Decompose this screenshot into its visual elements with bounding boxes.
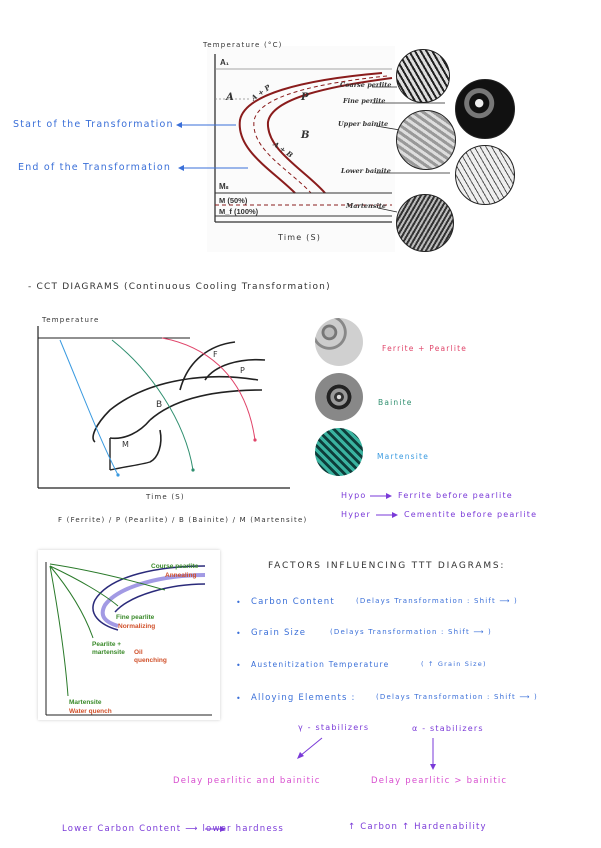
factor-grain-note: (Delays Transformation : Shift ⟶ ) [330, 628, 492, 636]
cct-region-p: P [240, 366, 247, 375]
martensite-cooling-label: Martensite [69, 699, 102, 706]
ttt-x-axis-label: Time (S) [278, 233, 322, 242]
ttt-label-upper-bainite: Upper bainite [338, 120, 389, 128]
hypo-text: Ferrite before pearlite [398, 491, 513, 500]
factors-heading: FACTORS INFLUENCING TTT DIAGRAMS: [268, 561, 506, 571]
ttt-label-lower-bainite: Lower bainite [341, 167, 391, 175]
ttt-region-a-plus-b: A + B [271, 139, 295, 160]
cct-region-b: B [156, 400, 164, 410]
ttt-ms: Mₛ [219, 182, 229, 191]
factor-austenitization: Austenitization Temperature [251, 660, 390, 669]
oil-quenching-label: Oil quenching [134, 649, 167, 664]
ttt-region-a1: A₁ [220, 58, 230, 67]
normalizing-label: Normalizing [118, 623, 156, 630]
ttt-label-fine-perlite: Fine perlite [343, 97, 386, 105]
start-transformation-note: Start of the Transformation [13, 119, 174, 130]
cct-region-f: F [213, 350, 219, 359]
factor-grain-size: Grain Size [251, 628, 307, 638]
factor-bullet-4: • [236, 694, 241, 703]
factor-bullet-2: • [236, 629, 241, 638]
cct-region-m: M [122, 440, 131, 449]
ttt-region-a-plus-p: A + P [249, 82, 273, 103]
coarse-pearlite-label: Course pearlite [151, 563, 199, 570]
annealing-label: Annealing [165, 572, 197, 579]
pearlite-martensite-label: Pearlite + martensite [92, 641, 125, 656]
ttt-region-a: A [226, 92, 234, 103]
cct-heading: - CCT DIAGRAMS (Continuous Cooling Transformation) [28, 282, 331, 292]
gamma-stabilizers: γ - stabilizers [298, 723, 370, 732]
alpha-stabilizers: α - stabilizers [412, 724, 484, 733]
factor-carbon-note: (Delays Transformation : Shift ⟶ ) [356, 597, 518, 605]
water-quench-label: Water quench [69, 708, 112, 715]
factor-bullet-3: • [236, 661, 241, 670]
ferrite-pearlite-label: Ferrite + Pearlite [382, 344, 468, 353]
cct-legend-line: F (Ferrite) / P (Pearlite) / B (Bainite) / M (Martensite) [58, 516, 308, 524]
factor-bullet-1: • [236, 598, 241, 607]
ttt-label-coarse-perlite: Coarse perlite [340, 81, 392, 89]
end-transformation-note: End of the Transformation [18, 162, 172, 173]
martensite-label: Martensite [377, 452, 430, 461]
factor-alloying-note: (Delays Transformation : Shift ⟶ ) [376, 693, 538, 701]
factor-austenitization-note: ( ↑ Grain Size) [421, 660, 487, 668]
cct-x-axis-label: Time (S) [146, 493, 185, 501]
ttt-m50: M (50%) [219, 196, 248, 205]
ttt-mf: M_f (100%) [219, 207, 259, 216]
ttt-region-p: P [301, 92, 309, 103]
hyper-text: Cementite before pearlite [404, 510, 538, 519]
bottom-right: ↑ Carbon ↑ Hardenability [348, 822, 487, 832]
ttt-y-axis-label: Temperature (°C) [203, 41, 283, 49]
bainite-label: Bainite [378, 398, 413, 407]
hypo-label: Hypo [341, 491, 367, 500]
ttt-label-martensite: Martensite [346, 202, 386, 210]
ttt-region-b: B [301, 130, 310, 141]
factor-carbon-content: Carbon Content [251, 597, 335, 607]
fine-pearlite-label: Fine pearlite [116, 614, 155, 621]
gamma-effect: Delay pearlitic and bainitic [173, 776, 321, 786]
hyper-label: Hyper [341, 510, 372, 519]
factor-alloying: Alloying Elements : [251, 693, 356, 703]
cct-y-axis-label: Temperature [42, 316, 100, 324]
bottom-line: Lower Carbon Content ⟶ lower hardness [62, 824, 285, 834]
alpha-effect: Delay pearlitic > bainitic [371, 776, 508, 786]
